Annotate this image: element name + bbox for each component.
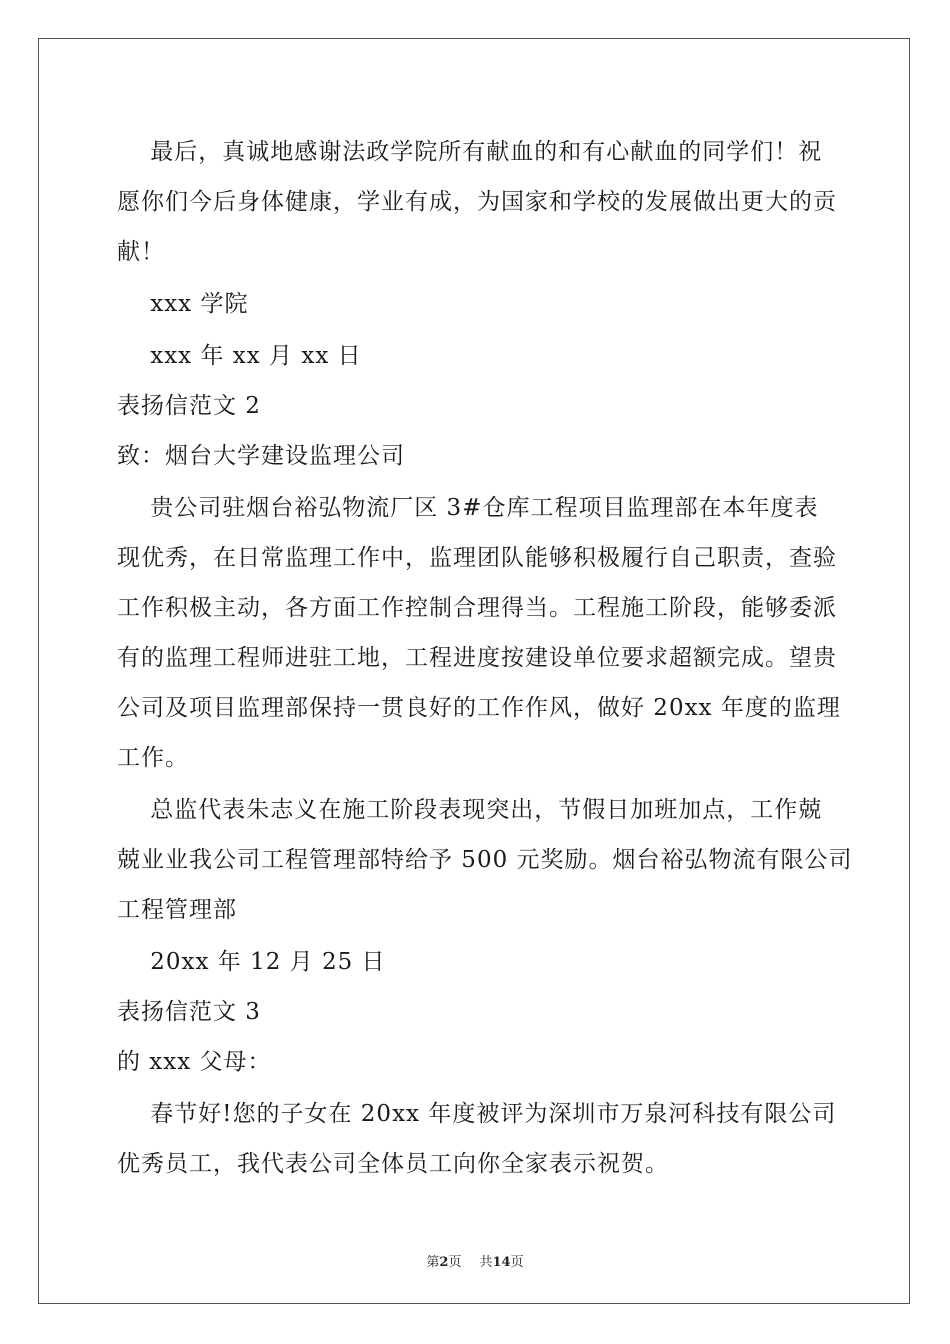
text-line: 愿你们今后身体健康，学业有成，为国家和学校的发展做出更大的贡	[117, 189, 837, 215]
salutation: 的 xxx 父母：	[117, 1049, 272, 1075]
text-line: 现优秀，在日常监理工作中，监理团队能够积极履行自己职责，查验	[117, 545, 837, 571]
signature-college: xxx 学院	[117, 291, 249, 317]
text-line: 贵公司驻烟台裕弘物流厂区 3#仓库工程项目监理部在本年度表	[117, 495, 819, 521]
text-line: 献！	[117, 239, 165, 265]
page-number: 2	[439, 1255, 449, 1270]
text-line: 工作。	[117, 745, 189, 771]
text-line: 工程管理部	[117, 897, 237, 923]
section-heading: 表扬信范文 3	[117, 999, 261, 1025]
text-line: 兢业业我公司工程管理部特给予 500 元奖励。烟台裕弘物流有限公司	[117, 847, 853, 873]
text-line: 最后，真诚地感谢法政学院所有献血的和有心献血的同学们！祝	[117, 139, 823, 165]
section-heading: 表扬信范文 2	[117, 393, 261, 419]
total-prefix: 共	[479, 1255, 493, 1270]
text-line: 春节好!您的子女在 20xx 年度被评为深圳市万泉河科技有限公司	[117, 1101, 837, 1127]
page-suffix: 页	[448, 1255, 462, 1270]
total-pages: 14	[492, 1255, 511, 1270]
text-line: 优秀员工，我代表公司全体员工向你全家表示祝贺。	[117, 1151, 669, 1177]
document-body	[117, 127, 853, 1189]
salutation: 致：烟台大学建设监理公司	[117, 443, 405, 469]
text-line: 工作积极主动，各方面工作控制合理得当。工程施工阶段，能够委派	[117, 595, 837, 621]
text-line: 公司及项目监理部保持一贯良好的工作作风，做好 20xx 年度的监理	[117, 695, 841, 721]
total-suffix: 页	[510, 1255, 524, 1270]
signature-date: xxx 年 xx 月 xx 日	[117, 343, 362, 369]
text-line: 有的监理工程师进驻工地，工程进度按建设单位要求超额完成。望贵	[117, 645, 837, 671]
text-line: 总监代表朱志义在施工阶段表现突出，节假日加班加点，工作兢	[117, 797, 823, 823]
page-footer	[0, 1251, 950, 1270]
page-prefix: 第	[426, 1255, 440, 1270]
signature-date: 20xx 年 12 月 25 日	[117, 949, 386, 975]
